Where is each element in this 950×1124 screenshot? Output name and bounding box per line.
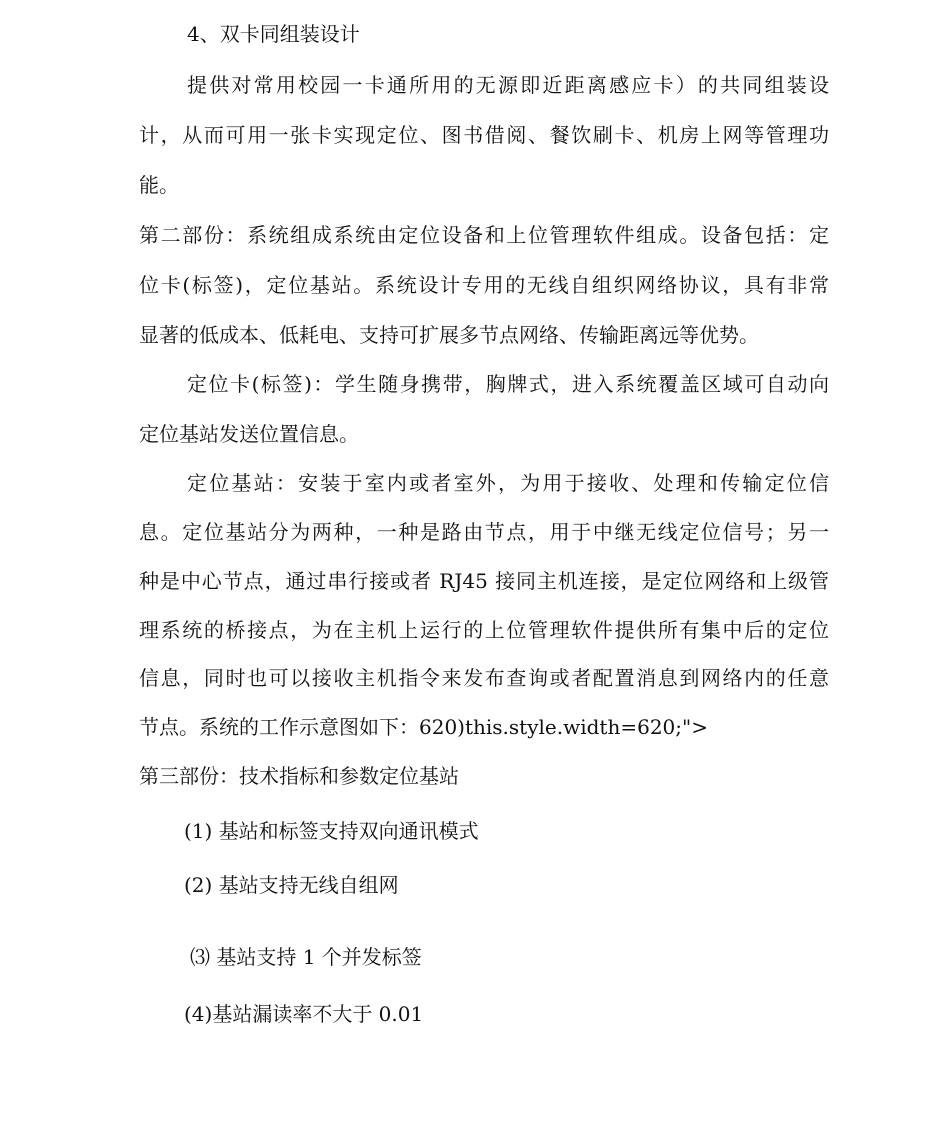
paragraph-line: 位卡(标签)，定位基站。系统设计专用的无线自组织网络协议，具有非常 <box>139 273 829 297</box>
paragraph-line: 计，从而可用一张卡实现定位、图书借阅、餐饮刷卡、机房上网等管理功 <box>139 123 829 147</box>
list-item: (4)基站漏读率不大于 0.01 <box>184 1002 424 1026</box>
paragraph-line: 息。定位基站分为两种，一种是路由节点，用于中继无线定位信号；另一 <box>139 520 829 544</box>
paragraph-line: 定位基站：安装于室内或者室外，为用于接收、处理和传输定位信 <box>187 471 829 495</box>
paragraph-line: 提供对常用校园一卡通所用的无源即近距离感应卡）的共同组装设 <box>187 73 829 97</box>
paragraph-line: 显著的低成本、低耗电、支持可扩展多节点网络、传输距离远等优势。 <box>139 323 759 347</box>
section-heading-part-three: 第三部份：技术指标和参数定位基站 <box>139 764 459 788</box>
section-heading-part-two: 第二部份：系统组成系统由定位设备和上位管理软件组成。设备包括：定 <box>139 223 829 247</box>
section-heading-dual-card: 4、双卡同组装设计 <box>187 22 360 46</box>
list-item: ⑶ 基站支持 1 个并发标签 <box>190 945 422 969</box>
paragraph-line: 种是中心节点，通过串行接或者 RJ45 接同主机连接，是定位网络和上级管 <box>139 569 829 593</box>
paragraph-line: 信息，同时也可以接收主机指令来发布查询或者配置消息到网络内的任意 <box>139 666 829 690</box>
paragraph-line: 定位基站发送位置信息。 <box>139 422 359 446</box>
paragraph-line: 理系统的桥接点，为在主机上运行的上位管理软件提供所有集中后的定位 <box>139 618 829 642</box>
paragraph-line: 节点。系统的工作示意图如下：620)this.style.width=620;"> <box>139 715 708 739</box>
paragraph-line: 能。 <box>139 173 179 197</box>
list-item: (2) 基站支持无线自组网 <box>184 873 399 897</box>
paragraph-line: 定位卡(标签)：学生随身携带，胸牌式，进入系统覆盖区域可自动向 <box>187 372 829 396</box>
list-item: (1) 基站和标签支持双向通讯模式 <box>184 819 479 843</box>
